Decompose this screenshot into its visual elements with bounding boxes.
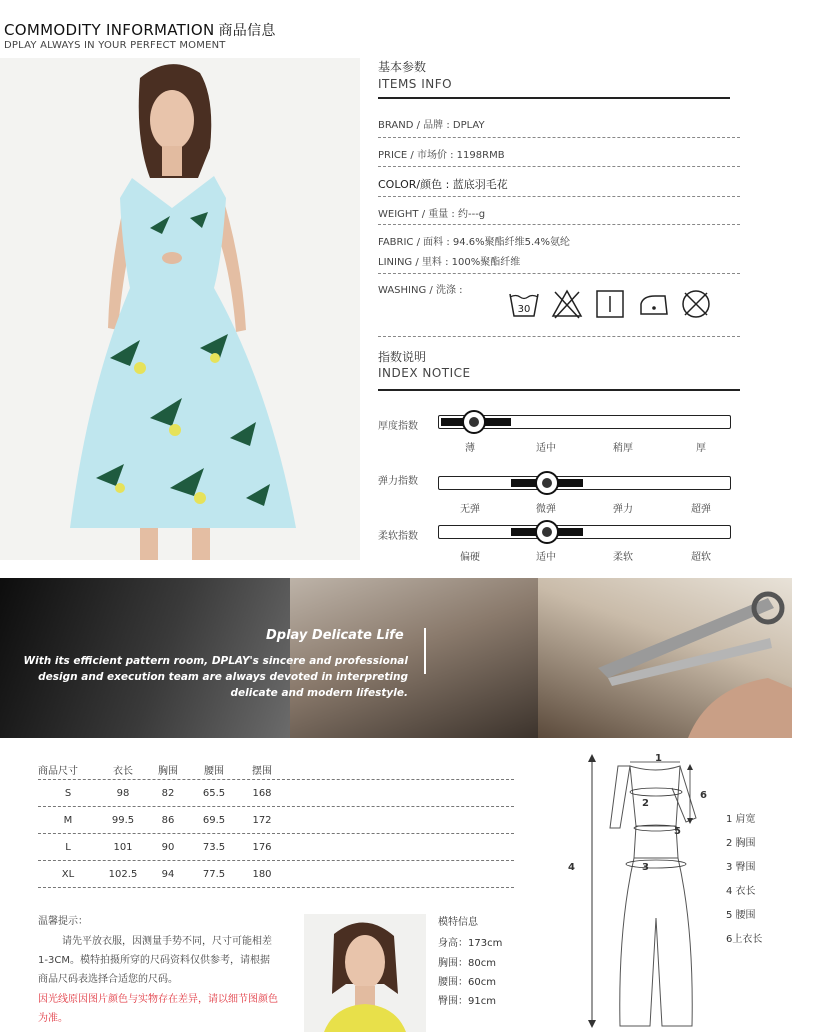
thickness-tick: 稍厚 xyxy=(613,443,633,454)
thickness-knob-icon xyxy=(462,410,486,434)
marker-1: 1 xyxy=(655,753,662,764)
line-dry-icon xyxy=(594,288,626,320)
cell: 90 xyxy=(161,841,175,853)
header-cell: 腰围 xyxy=(204,766,224,777)
legend-item: 1 肩宽 xyxy=(726,814,756,825)
divider xyxy=(378,137,740,138)
marker-2: 2 xyxy=(642,798,649,809)
model-info-title: 模特信息 xyxy=(438,917,478,928)
divider xyxy=(378,273,740,274)
tips-warning: 因光线原因图片颜色与实物存在差异，请以细节图颜色为准。 xyxy=(38,994,278,1024)
header-cell: 摆围 xyxy=(252,766,272,777)
wash-temp-label: 30 xyxy=(517,304,531,315)
legend-item: 6上衣长 xyxy=(726,934,763,945)
product-photo xyxy=(0,58,360,560)
elasticity-label: 弹力指数 xyxy=(378,476,418,487)
cell: M xyxy=(63,814,73,826)
tips-title: 温馨提示： xyxy=(38,916,88,927)
page-subtitle: DPLAY ALWAYS IN YOUR PERFECT MOMENT xyxy=(4,40,226,51)
no-dry-clean-icon xyxy=(680,288,712,320)
divider xyxy=(378,336,740,337)
tips-text: 请先平放衣服，因测量手势不同，尺寸可能相差1-3CM。模特拍摄所穿的尺码资料仅供参考，请根据商品尺码表选择合适您的尺码。 xyxy=(38,936,272,985)
table-row xyxy=(38,834,514,861)
cell: 86 xyxy=(161,814,175,826)
weight-row: WEIGHT / 重量 : 约---g xyxy=(378,209,486,220)
softness-tick: 偏硬 xyxy=(460,552,480,563)
page-title xyxy=(4,20,276,40)
softness-tick: 柔软 xyxy=(613,552,633,563)
color-row: COLOR/颜色 : 蓝底羽毛花 xyxy=(378,178,508,191)
legend-item: 3 臀围 xyxy=(726,862,756,873)
brand-row: BRAND / 品牌 : DPLAY xyxy=(378,120,485,131)
model-photo xyxy=(304,914,426,1032)
banner-text: With its efficient pattern room, DPLAY's sincere and professional design and execution team are always devoted in interpreting delicate and modern lifestyle. xyxy=(23,655,408,699)
lining-row: LINING / 里料 : 100%聚酯纤维 xyxy=(378,257,521,268)
elasticity-tick: 超弹 xyxy=(691,504,711,515)
elasticity-tick: 弹力 xyxy=(613,504,633,515)
thickness-label: 厚度指数 xyxy=(378,421,418,432)
cell: L xyxy=(65,841,71,853)
elasticity-knob-icon xyxy=(535,471,559,495)
iron-low-icon xyxy=(637,288,669,320)
banner-divider xyxy=(424,628,426,674)
cell: 172 xyxy=(252,814,272,826)
cell: 180 xyxy=(252,868,272,880)
index-notice-rule xyxy=(378,389,740,391)
title-cn: 商品信息 xyxy=(218,23,276,39)
legend-item: 5 腰围 xyxy=(726,910,756,921)
elasticity-bar xyxy=(438,476,731,490)
cell: 73.5 xyxy=(202,841,226,853)
title-en: COMMODITY INFORMATION xyxy=(4,21,215,39)
softness-tick: 适中 xyxy=(536,552,556,563)
divider xyxy=(378,166,740,167)
marker-5: 5 xyxy=(674,826,681,837)
elasticity-tick: 无弹 xyxy=(460,504,480,515)
cell: 168 xyxy=(252,787,272,799)
items-info-title-en: ITEMS INFO xyxy=(378,77,453,91)
divider xyxy=(378,196,740,197)
softness-label: 柔软指数 xyxy=(378,531,418,542)
cell: 99.5 xyxy=(111,814,135,826)
index-notice-title-en: INDEX NOTICE xyxy=(378,366,471,380)
banner-title: Dplay Delicate Life xyxy=(266,628,404,643)
tips-body xyxy=(38,932,278,989)
cell: XL xyxy=(61,868,75,880)
cell: 176 xyxy=(252,841,272,853)
size-table xyxy=(38,760,514,888)
cell: 82 xyxy=(161,787,175,799)
cell: 102.5 xyxy=(108,868,138,880)
table-row xyxy=(38,861,514,888)
brand-banner xyxy=(0,578,792,738)
no-bleach-icon xyxy=(551,288,583,320)
model-waist: 腰围：60cm xyxy=(438,977,496,988)
items-info-rule xyxy=(378,97,730,99)
header-cell: 商品尺寸 xyxy=(38,766,78,777)
cell: 101 xyxy=(113,841,133,853)
divider xyxy=(378,224,740,225)
legend-item: 2 胸围 xyxy=(726,838,756,849)
cell: 65.5 xyxy=(202,787,226,799)
wash-30-icon xyxy=(508,288,540,320)
cell: 98 xyxy=(116,787,130,799)
measurement-diagram xyxy=(558,748,798,1032)
elasticity-tick: 微弹 xyxy=(536,504,556,515)
header-cell: 衣长 xyxy=(113,766,133,777)
thickness-tick: 薄 xyxy=(465,443,475,454)
softness-bar xyxy=(438,525,731,539)
cell: 69.5 xyxy=(202,814,226,826)
model-height: 身高：173cm xyxy=(438,938,503,949)
cell: S xyxy=(64,787,72,799)
softness-knob-icon xyxy=(535,520,559,544)
model-bust: 胸围：80cm xyxy=(438,958,496,969)
thickness-tick: 适中 xyxy=(536,443,556,454)
items-info-title-cn: 基本参数 xyxy=(378,60,427,74)
size-table-header xyxy=(38,760,514,780)
legend-item: 4 衣长 xyxy=(726,886,756,897)
cell: 77.5 xyxy=(202,868,226,880)
index-notice-title-cn: 指数说明 xyxy=(378,350,427,364)
price-row: PRICE / 市场价 : 1198RMB xyxy=(378,150,505,161)
table-row xyxy=(38,780,514,807)
softness-tick: 超软 xyxy=(691,552,711,563)
banner-photo-scissors xyxy=(538,578,792,738)
thickness-bar xyxy=(438,415,731,429)
marker-3: 3 xyxy=(642,862,649,873)
table-row xyxy=(38,807,514,834)
header-cell: 胸围 xyxy=(158,766,178,777)
marker-6: 6 xyxy=(700,790,707,801)
washing-row: WASHING / 洗涤 : xyxy=(378,285,463,296)
model-hips: 臀围：91cm xyxy=(438,996,496,1007)
cell: 94 xyxy=(161,868,175,880)
thickness-tick: 厚 xyxy=(696,443,706,454)
marker-4: 4 xyxy=(568,862,575,873)
fabric-row: FABRIC / 面料 : 94.6%聚酯纤维5.4%氨纶 xyxy=(378,237,571,248)
